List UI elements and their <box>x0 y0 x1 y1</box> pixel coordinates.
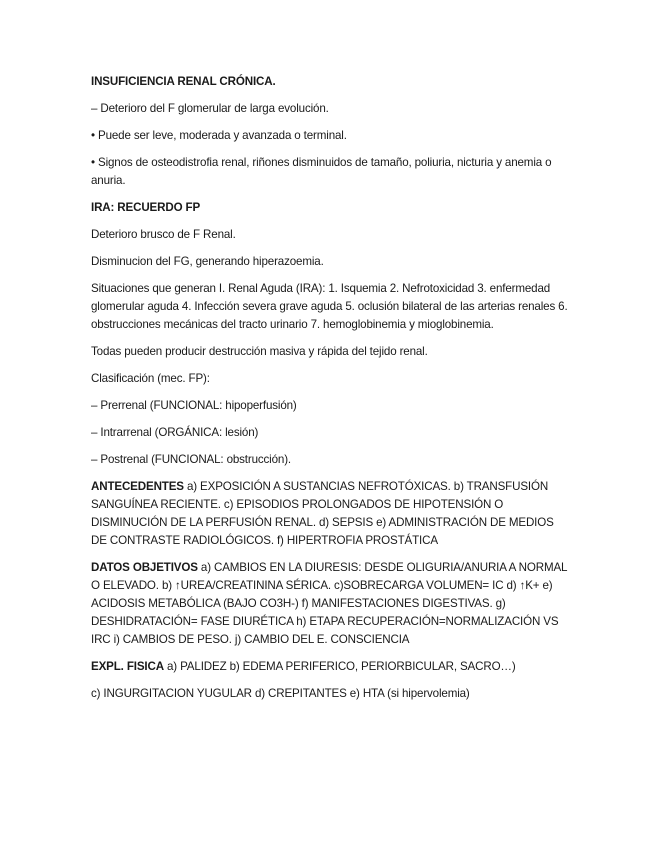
expl-text: a) PALIDEZ b) EDEMA PERIFERICO, PERIORBICULAR, SACRO…) <box>163 660 516 673</box>
ira-all: Todas pueden producir destrucción masiva y rápida del tejido renal. <box>91 345 428 358</box>
heading-ira: IRA: RECUERDO FP <box>91 201 201 214</box>
datos-paragraph <box>91 559 569 649</box>
datos-text: a) CAMBIOS EN LA DIURESIS: DESDE OLIGURIA/ANURIA A NORMAL O ELEVADO. b) ↑UREA/CREATININA SÉRICA. c)SOBRECARGA VOLUMEN= IC d) ↑K+ e) ACIDOSIS METABÓLICA (BAJO CO3H-) f) MANIFESTACIONES DIGESTIVAS. g) DESHIDRATACIÓN= FASE DIURÉTICA h) ETAPA RECUPERACIÓN=NORMALIZACIÓN VS IRC i) CAMBIOS DE PESO. j) CAMBIO DEL E. CONSCIENCIA <box>91 561 567 646</box>
class-postrenal: – Postrenal (FUNCIONAL: obstrucción). <box>91 453 291 466</box>
irc-line-1: – Deterioro del F glomerular de larga evolución. <box>91 102 329 115</box>
ira-line-1: Deterioro brusco de F Renal. <box>91 228 236 241</box>
antecedentes-text: a) EXPOSICIÓN A SUSTANCIAS NEFROTÓXICAS. b) TRANSFUSIÓN SANGUÍNEA RECIENTE. c) EPISODIOS PROLONGADOS DE HIPOTENSIÓN O DISMINUCIÓN DE LA PERFUSIÓN RENAL. d) SEPSIS e) ADMINISTRACIÓN DE MEDIOS DE CONTRASTE RADIOLÓGICOS. f) HIPERTROFIA PROSTÁTICA <box>91 480 554 547</box>
expl-paragraph <box>91 658 569 676</box>
class-prerrenal: – Prerrenal (FUNCIONAL: hipoperfusión) <box>91 399 297 412</box>
heading-irc: INSUFICIENCIA RENAL CRÓNICA. <box>91 75 276 88</box>
classification-title: Clasificación (mec. FP): <box>91 372 210 385</box>
antecedentes-paragraph <box>91 478 569 550</box>
ira-situations: Situaciones que generan I. Renal Aguda (IRA): 1. Isquemia 2. Nefrotoxicidad 3. enfermedad glomerular aguda 4. Infección severa grave aguda 5. oclusión bilateral de las arterias renales 6. obstrucciones mecánicas del tracto urinario 7. hemoglobinemia y mioglobinemia. <box>91 282 568 331</box>
class-intrarrenal: – Intrarrenal (ORGÁNICA: lesión) <box>91 426 259 439</box>
datos-label: DATOS OBJETIVOS <box>91 561 198 574</box>
irc-line-3: • Signos de osteodistrofia renal, riñones disminuidos de tamaño, poliuria, nicturia y anemia o anuria. <box>91 156 552 187</box>
expl-line-2: c) INGURGITACION YUGULAR d) CREPITANTES e) HTA (si hipervolemia) <box>91 687 470 700</box>
ira-line-2: Disminucion del FG, generando hiperazoemia. <box>91 255 324 268</box>
expl-label: EXPL. FISICA <box>91 660 164 673</box>
irc-line-2: • Puede ser leve, moderada y avanzada o terminal. <box>91 129 347 142</box>
antecedentes-label: ANTECEDENTES <box>91 480 184 493</box>
